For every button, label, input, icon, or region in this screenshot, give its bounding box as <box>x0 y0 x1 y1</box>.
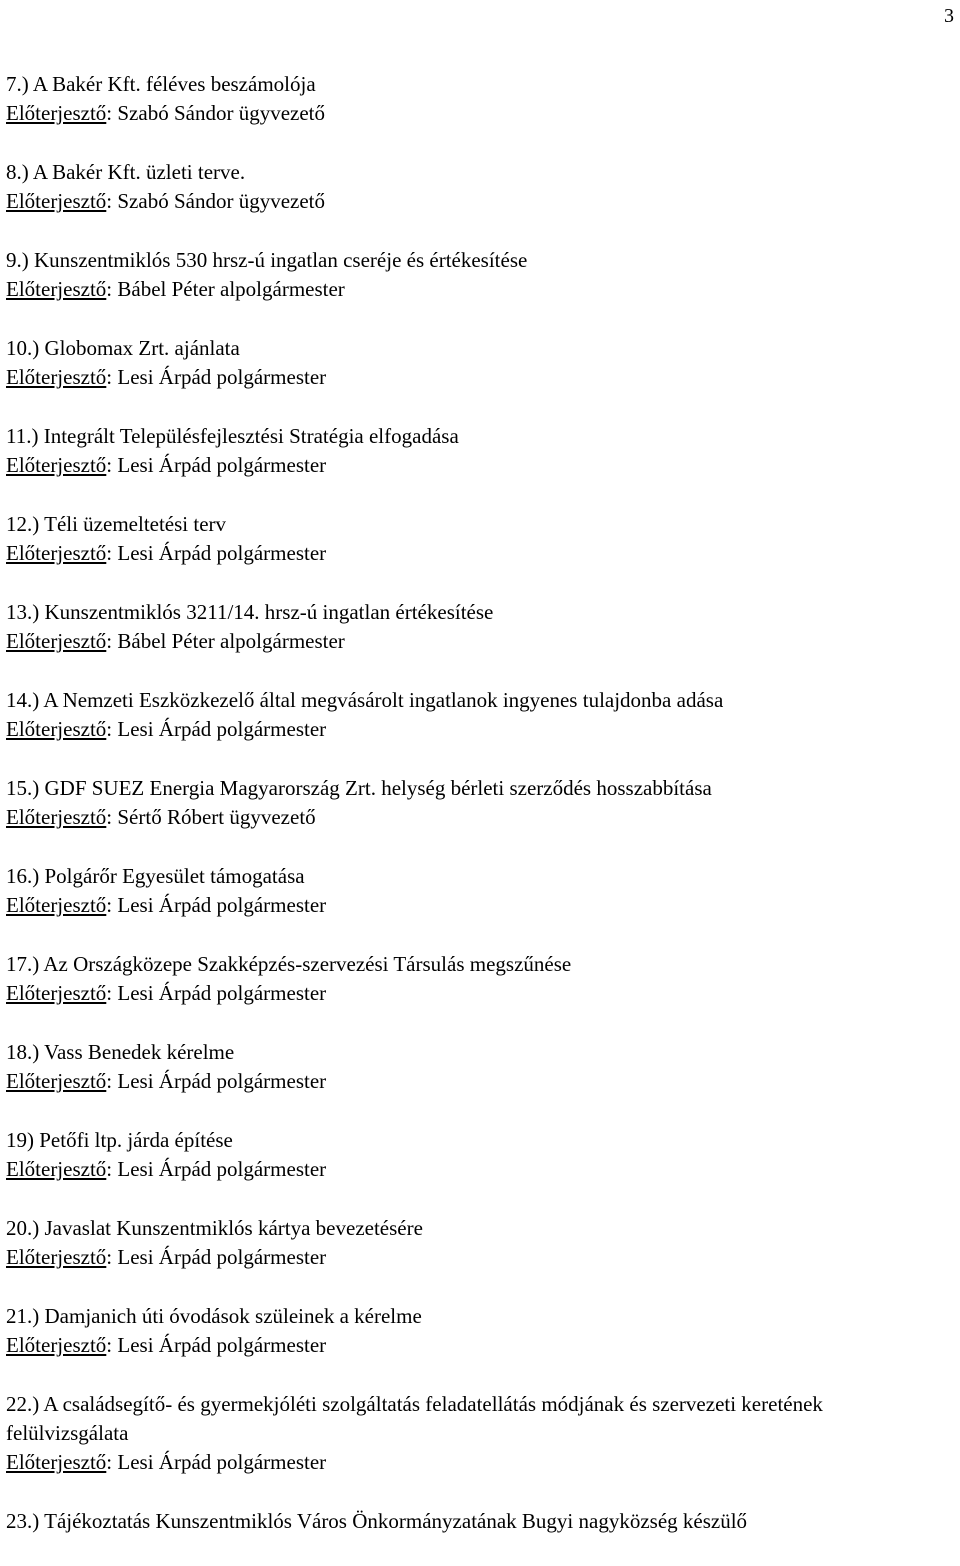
presenter-label: Előterjesztő <box>6 981 107 1005</box>
presenter-name: : Lesi Árpád polgármester <box>106 981 327 1005</box>
presenter-name: : Lesi Árpád polgármester <box>106 1069 327 1093</box>
presenter-name: : Bábel Péter alpolgármester <box>106 277 345 301</box>
agenda-item-title: 9.) Kunszentmiklós 530 hrsz-ú ingatlan cseréje és értékesítése <box>6 248 528 272</box>
presenter-label: Előterjesztő <box>6 1245 107 1269</box>
agenda-item-presenter <box>6 891 936 920</box>
agenda-item <box>6 1214 936 1272</box>
presenter-label: Előterjesztő <box>6 277 107 301</box>
presenter-label: Előterjesztő <box>6 805 107 829</box>
agenda-item <box>6 246 936 304</box>
agenda-item-presenter <box>6 539 936 568</box>
presenter-label: Előterjesztő <box>6 453 107 477</box>
agenda-item-title: 17.) Az Országközepe Szakképzés-szervezési Társulás megszűnése <box>6 952 572 976</box>
agenda-item <box>6 1302 936 1360</box>
agenda-item-title: 16.) Polgárőr Egyesület támogatása <box>6 864 305 888</box>
agenda-item-title: 7.) A Bakér Kft. féléves beszámolója <box>6 72 316 96</box>
agenda-item-presenter <box>6 1155 936 1184</box>
presenter-name: : Lesi Árpád polgármester <box>106 541 327 565</box>
presenter-label: Előterjesztő <box>6 1333 107 1357</box>
agenda-item-title: 14.) A Nemzeti Eszközkezelő által megvásárolt ingatlanok ingyenes tulajdonba adása <box>6 688 724 712</box>
agenda-item <box>6 950 936 1008</box>
presenter-label: Előterjesztő <box>6 893 107 917</box>
agenda-item-title: 11.) Integrált Településfejlesztési Stratégia elfogadása <box>6 424 459 448</box>
presenter-name: : Lesi Árpád polgármester <box>106 1157 327 1181</box>
presenter-name: : Lesi Árpád polgármester <box>106 453 327 477</box>
agenda-item <box>6 422 936 480</box>
agenda-item <box>6 774 936 832</box>
agenda-item-title: 10.) Globomax Zrt. ajánlata <box>6 336 240 360</box>
presenter-label: Előterjesztő <box>6 1069 107 1093</box>
agenda-item <box>6 334 936 392</box>
agenda-item-title: 20.) Javaslat Kunszentmiklós kártya bevezetésére <box>6 1216 423 1240</box>
agenda-item-title: 18.) Vass Benedek kérelme <box>6 1040 235 1064</box>
presenter-name: : Szabó Sándor ügyvezető <box>106 189 325 213</box>
agenda-item <box>6 598 936 656</box>
agenda-item <box>6 70 936 128</box>
agenda-item <box>6 1390 936 1477</box>
agenda-item <box>6 686 936 744</box>
agenda-item-presenter <box>6 803 936 832</box>
agenda-list <box>6 70 936 1566</box>
presenter-name: : Bábel Péter alpolgármester <box>106 629 345 653</box>
agenda-item-presenter <box>6 1243 936 1272</box>
agenda-item <box>6 510 936 568</box>
agenda-item-presenter <box>6 99 936 128</box>
presenter-label: Előterjesztő <box>6 189 107 213</box>
agenda-item-presenter <box>6 627 936 656</box>
agenda-item <box>6 1507 936 1536</box>
agenda-item <box>6 158 936 216</box>
agenda-item-title: 19) Petőfi ltp. járda építése <box>6 1128 233 1152</box>
presenter-name: : Lesi Árpád polgármester <box>106 893 327 917</box>
agenda-item <box>6 1038 936 1096</box>
presenter-label: Előterjesztő <box>6 629 107 653</box>
presenter-label: Előterjesztő <box>6 1450 107 1474</box>
agenda-item-title: 8.) A Bakér Kft. üzleti terve. <box>6 160 246 184</box>
presenter-label: Előterjesztő <box>6 541 107 565</box>
presenter-label: Előterjesztő <box>6 717 107 741</box>
agenda-item-title: 15.) GDF SUEZ Energia Magyarország Zrt. helység bérleti szerződés hosszabbítása <box>6 776 712 800</box>
agenda-item-title: 21.) Damjanich úti óvodások szüleinek a kérelme <box>6 1304 422 1328</box>
agenda-item-presenter <box>6 715 936 744</box>
agenda-item-title: 12.) Téli üzemeltetési terv <box>6 512 227 536</box>
presenter-label: Előterjesztő <box>6 365 107 389</box>
agenda-item-presenter <box>6 187 936 216</box>
agenda-item-presenter <box>6 1067 936 1096</box>
agenda-item <box>6 1126 936 1184</box>
agenda-item-presenter <box>6 1331 936 1360</box>
agenda-item-presenter <box>6 451 936 480</box>
page-number: 3 <box>944 5 954 27</box>
presenter-name: : Lesi Árpád polgármester <box>106 365 327 389</box>
presenter-label: Előterjesztő <box>6 1157 107 1181</box>
agenda-item-presenter <box>6 979 936 1008</box>
agenda-item <box>6 862 936 920</box>
agenda-item-presenter <box>6 1448 936 1477</box>
agenda-item-title: 23.) Tájékoztatás Kunszentmiklós Város Önkormányzatának Bugyi nagyközség készülő <box>6 1509 748 1533</box>
agenda-item-title: 13.) Kunszentmiklós 3211/14. hrsz-ú ingatlan értékesítése <box>6 600 494 624</box>
agenda-item-presenter <box>6 275 936 304</box>
presenter-name: : Lesi Árpád polgármester <box>106 1245 327 1269</box>
agenda-item-presenter <box>6 363 936 392</box>
presenter-name: : Lesi Árpád polgármester <box>106 717 327 741</box>
presenter-label: Előterjesztő <box>6 101 107 125</box>
presenter-name: : Lesi Árpád polgármester <box>106 1450 327 1474</box>
presenter-name: : Sértő Róbert ügyvezető <box>106 805 316 829</box>
presenter-name: : Lesi Árpád polgármester <box>106 1333 327 1357</box>
agenda-item-title: 22.) A családsegítő- és gyermekjóléti szolgáltatás feladatellátás módjának és szervezeti keretének felülvizsgálata <box>6 1392 823 1445</box>
presenter-name: : Szabó Sándor ügyvezető <box>106 101 325 125</box>
